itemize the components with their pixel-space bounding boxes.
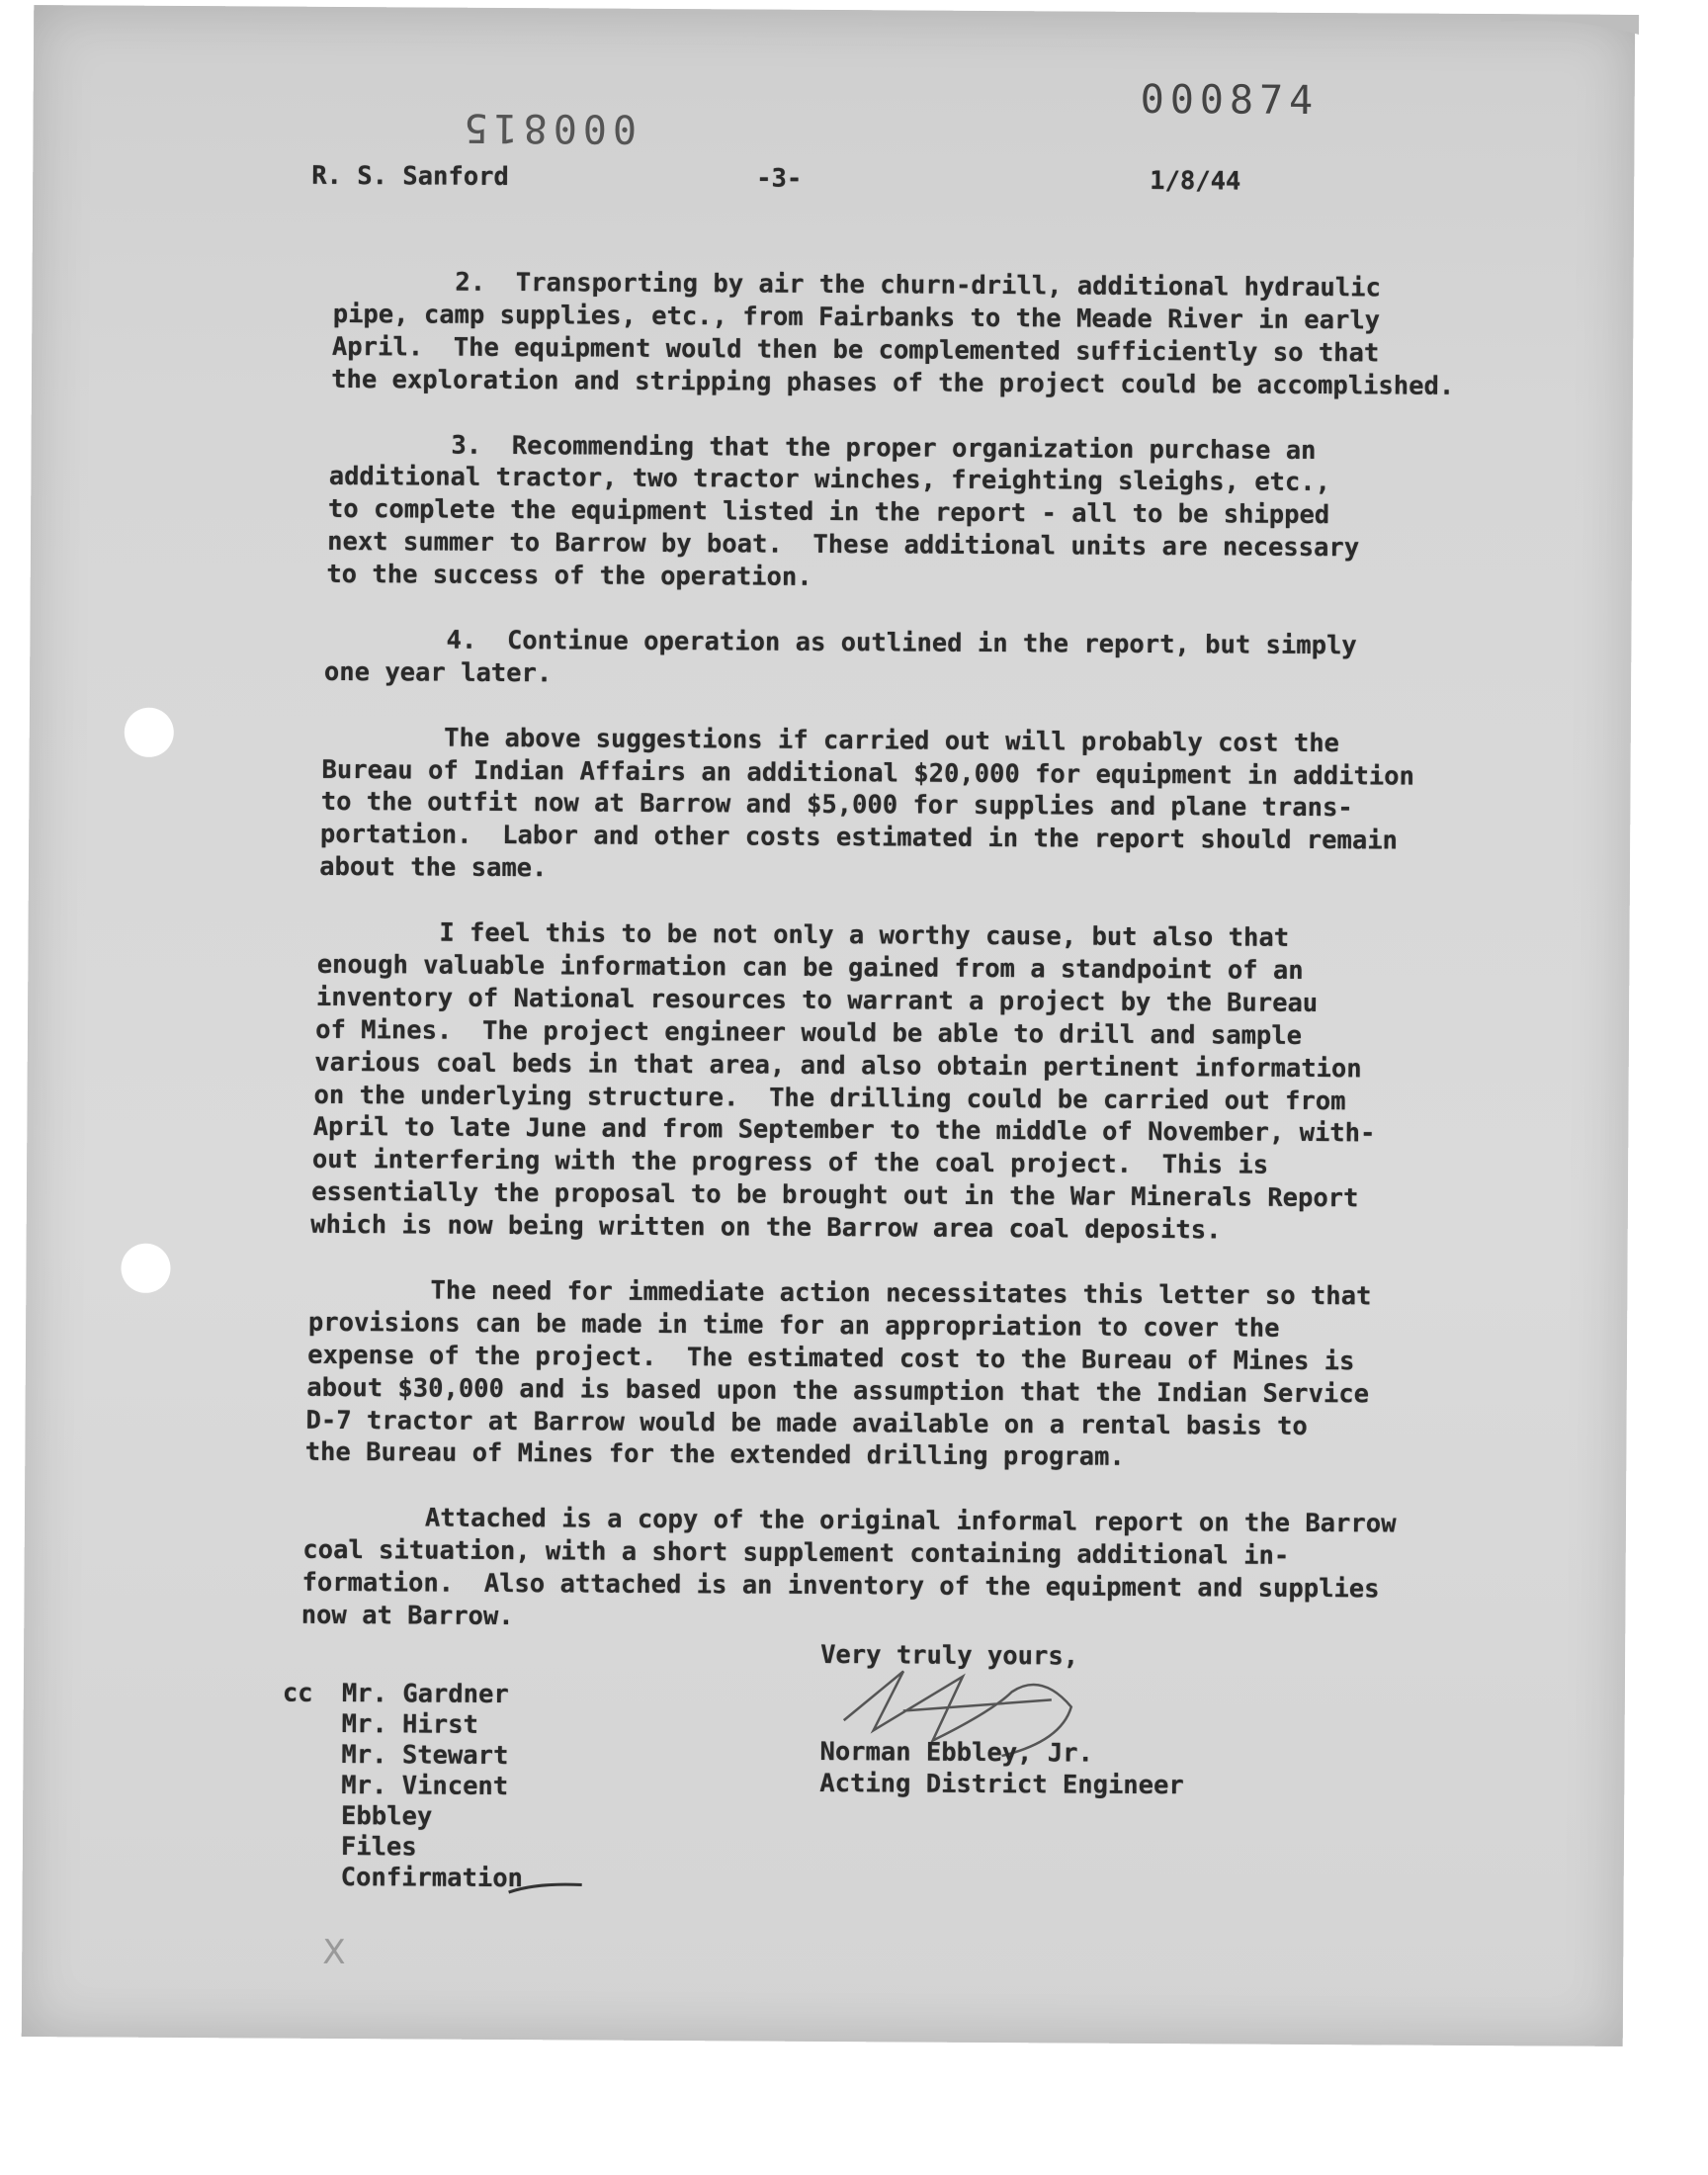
body-line: The above suggestions if carried out will probably cost the [322,722,1340,758]
header-date: 1/8/44 [1150,165,1241,197]
body-line: formation. Also attached is an inventory of the equipment and supplies [301,1567,1380,1605]
body-line: out interfering with the progress of the coal project. This is [311,1145,1269,1181]
body-line: next summer to Barrow by boat. These additional units are necessary [327,527,1360,564]
header-page-number: -3- [756,163,803,194]
body-line: 3. Recommending that the proper organization purchase an [329,429,1317,466]
page-corner-curl [1500,14,1639,54]
body-line: to the outfit now at Barrow and $5,000 for supplies and plane trans- [320,787,1353,824]
signatory-title: Acting District Engineer [819,1768,1184,1801]
body-line: to the success of the operation. [326,559,812,592]
body-line: on the underlying structure. The drilling could be carried out from [313,1080,1346,1116]
body-line: 2. Transporting by air the churn-drill, additional hydraulic [333,266,1381,304]
check-mark [507,1878,586,1898]
body-line: the Bureau of Mines for the extended drilling program. [304,1437,1125,1473]
body-line: additional tractor, two tractor winches, freighting sleighs, etc., [328,462,1331,498]
body-line: enough valuable information can be gained from a standpoint of an [316,949,1304,986]
body-line: provisions can be made in time for an appropriation to cover the [307,1307,1280,1344]
cc-recipient: Mr. Gardner [341,1679,509,1710]
body-line: Attached is a copy of the original informal report on the Barrow [303,1502,1397,1539]
punch-hole-lower [121,1244,170,1293]
cc-prefix: cc [282,1678,313,1708]
body-line: essentially the proposal to be brought out in the War Minerals Report [311,1176,1359,1214]
body-line: about the same. [319,852,548,884]
header-recipient: R. S. Sanford [311,160,509,193]
body-line: coal situation, with a short supplement containing additional in- [302,1534,1290,1571]
body-line: of Mines. The project engineer would be able to drill and sample [315,1014,1303,1051]
body-line: D-7 tractor at Barrow would be made available on a rental basis to [305,1405,1308,1441]
body-line: which is now being written on the Barrow area coal deposits. [310,1209,1222,1246]
body-line: various coal beds in that area, and also obtain pertinent information [314,1047,1362,1084]
handwritten-x-mark: X [322,1932,346,1973]
body-line: pipe, camp supplies, etc., from Fairbanks to the Meade River in early [332,299,1381,336]
document-number-stamp: 000874 [1140,76,1320,125]
cc-recipient: Ebbley [341,1801,433,1832]
letter-page [22,5,1636,2046]
body-line: April. The equipment would then be complemented sufficiently so that [331,331,1380,369]
body-line: inventory of National resources to warrant a project by the Bureau [315,982,1319,1018]
body-line: April to late June and from September to the middle of November, with- [312,1112,1376,1149]
body-line: to complete the equipment listed in the report - all to be shipped [327,494,1330,531]
body-line: now at Barrow. [300,1600,514,1631]
cc-recipient: Mr. Vincent [341,1771,509,1802]
signatory-name: Norman Ebbley, Jr. [819,1736,1093,1769]
cc-recipient: Mr. Hirst [341,1709,478,1740]
cc-recipient: Confirmation [340,1863,524,1894]
punch-hole-upper [125,708,174,757]
body-line: expense of the project. The estimated cost to the Bureau of Mines is [307,1340,1355,1376]
body-line: The need for immediate action necessitates this letter so that [308,1274,1372,1312]
document-number-stamp-inverted: 000815 [458,104,638,151]
body-line: Bureau of Indian Affairs an additional $20,000 for equipment in addition [321,754,1415,792]
body-line: 4. Continue operation as outlined in the report, but simply [324,624,1357,661]
body-line: portation. Labor and other costs estimated in the report should remain [319,820,1399,856]
cc-recipient: Files [340,1832,417,1863]
body-line: the exploration and stripping phases of the project could be accomplished. [331,364,1455,401]
body-line: about $30,000 and is based upon the assumption that the Indian Service [306,1372,1370,1409]
cc-recipient: Mr. Stewart [341,1740,509,1772]
body-line: I feel this to be not only a worthy cause, but also that [317,916,1290,953]
body-line: one year later. [323,656,553,689]
closing-salutation: Very truly yours, [820,1639,1079,1672]
